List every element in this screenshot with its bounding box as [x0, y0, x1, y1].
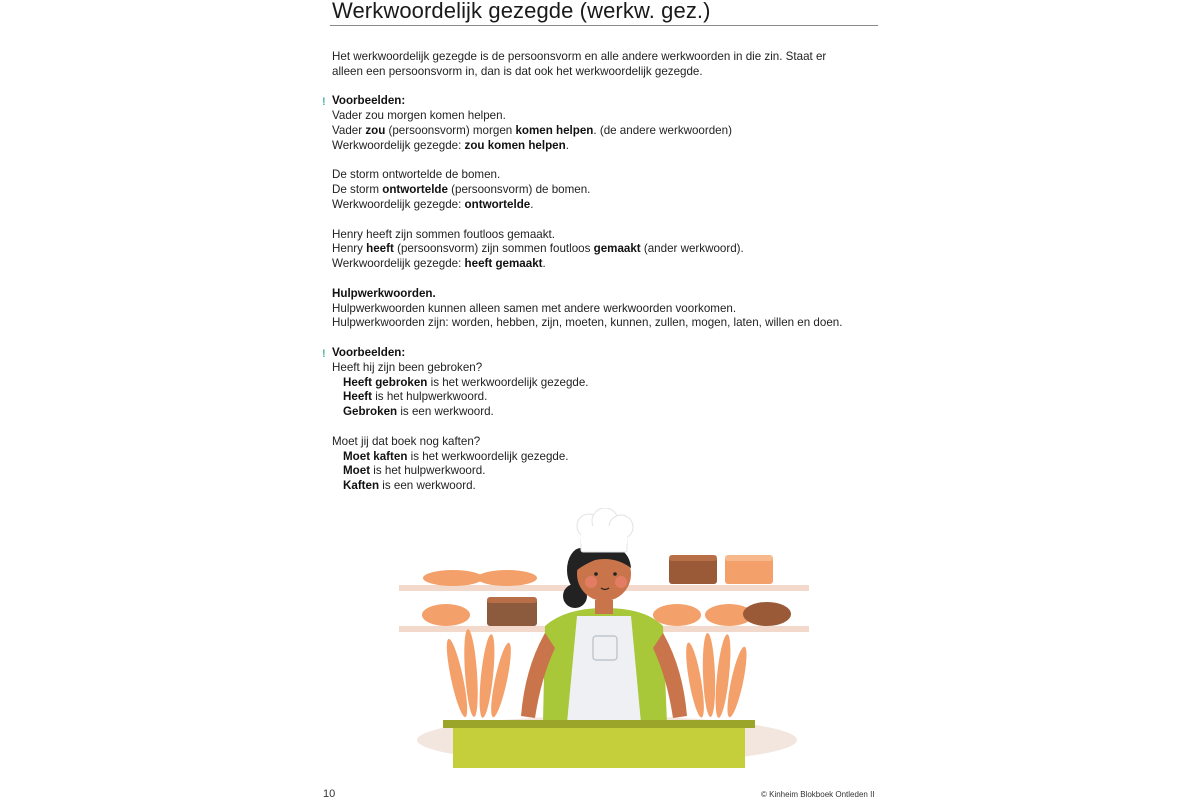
exclamation-marker-icon: !: [322, 96, 326, 109]
bread-tin-icon: [669, 557, 717, 584]
baker-illustration: [395, 508, 815, 768]
baguettes-left-icon: [443, 629, 515, 719]
copyright: © Kinheim Blokboek Ontleden II: [761, 790, 875, 799]
bread-tin-icon: [725, 557, 773, 584]
example-explanation: Gebroken is een werkwoord.: [343, 405, 494, 419]
intro-line: alleen een persoonsvorm in, dan is dat ook het werkwoordelijk gezegde.: [332, 64, 703, 78]
examples-heading: ! Voorbeelden:: [322, 345, 406, 360]
page-number: 10: [323, 788, 336, 800]
example-sentence: Henry heeft zijn sommen foutloos gemaakt.: [332, 227, 555, 241]
hulpwerkwoorden-heading: Hulpwerkwoorden.: [332, 286, 436, 300]
example-explanation: Kaften is een werkwoord.: [343, 479, 476, 493]
example-result: Werkwoordelijk gezegde: ontwortelde.: [332, 197, 534, 211]
bread-tin-icon: [487, 599, 537, 626]
example-explanation: Heeft is het hulpwerkwoord.: [343, 390, 488, 404]
counter: [453, 728, 745, 768]
chef-hat-icon: [577, 508, 633, 552]
page-content: [322, 50, 892, 494]
hulpwerkwoorden-text: Hulpwerkwoorden kunnen alleen samen met andere werkwoorden voorkomen.: [332, 301, 737, 315]
example-explanation: Moet is het hulpwerkwoord.: [343, 464, 486, 478]
bread-loaf-icon: [653, 604, 701, 626]
example-analysis: De storm ontwortelde (persoonsvorm) de bomen.: [332, 183, 591, 197]
examples-heading: ! Voorbeelden:: [322, 94, 406, 109]
baguettes-right-icon: [682, 633, 750, 719]
example-question: Heeft hij zijn been gebroken?: [332, 360, 483, 374]
bread-loaf-icon: [423, 570, 483, 586]
bread-loaf-icon: [743, 602, 791, 626]
intro-line: Het werkwoordelijk gezegde is de persoonsvorm en alle andere werkwoorden in die zin. Staat er: [332, 50, 827, 63]
bread-loaf-icon: [477, 570, 537, 586]
example-result: Werkwoordelijk gezegde: zou komen helpen.: [332, 138, 569, 152]
example-analysis: Henry heeft (persoonsvorm) zijn sommen foutloos gemaakt (ander werkwoord).: [332, 242, 744, 256]
example-explanation: Heeft gebroken is het werkwoordelijk gezegde.: [343, 375, 589, 389]
page-title: Werkwoordelijk gezegde (werkw. gez.): [332, 0, 711, 23]
bread-loaf-icon: [422, 604, 470, 626]
example-result: Werkwoordelijk gezegde: heeft gemaakt.: [332, 257, 546, 271]
example-sentence: Vader zou morgen komen helpen.: [332, 109, 506, 123]
exclamation-marker-icon: !: [322, 347, 326, 360]
example-sentence: De storm ontwortelde de bomen.: [332, 168, 501, 182]
counter-top: [443, 720, 755, 728]
example-analysis: Vader zou (persoonsvorm) morgen komen helpen. (de andere werkwoorden): [332, 123, 732, 137]
example-explanation: Moet kaften is het werkwoordelijk gezegde.: [343, 449, 569, 463]
title-divider: [330, 25, 878, 26]
example-question: Moet jij dat boek nog kaften?: [332, 434, 481, 448]
hulpwerkwoorden-list: Hulpwerkwoorden zijn: worden, hebben, zijn, moeten, kunnen, zullen, mogen, laten, willen en doen.: [332, 316, 843, 330]
